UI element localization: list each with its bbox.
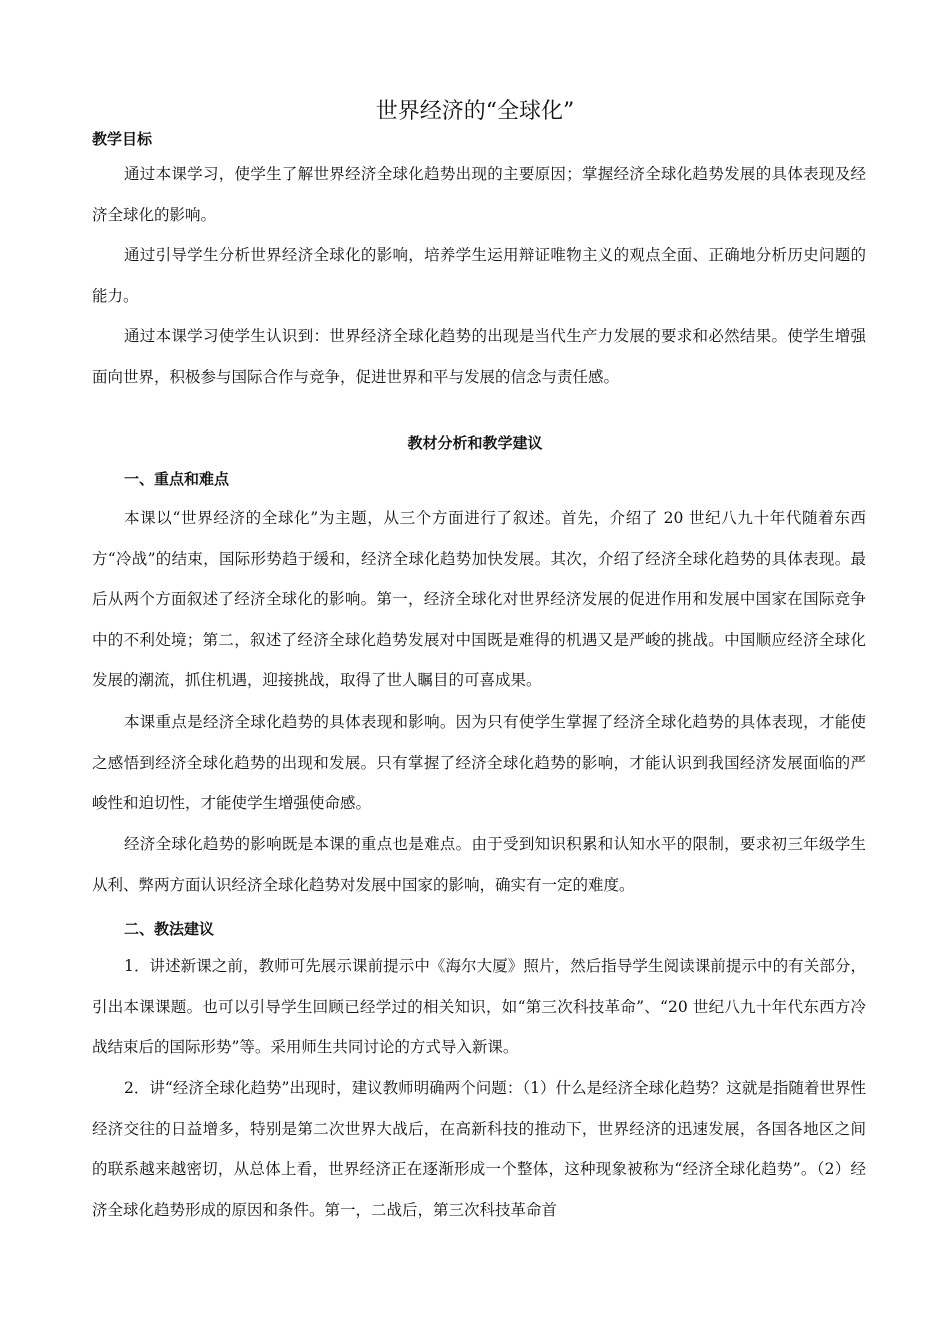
section2-paragraph-2: 2．讲“经济全球化趋势”出现时，建议教师明确两个问题：（1）什么是经济全球化趋势？这就是指随着世界性经济交往的日益增多，特别是第二次世界大战后，在高新科技的推动下，世界经济的迅速发展，各国各地区之间的联系越来越密切，从总体上看，世界经济正在逐渐形成一个整体，这种现象被称为“经济全球化趋势”。（2）经济全球化趋势形成的原因和条件。第一，二战后，第三次科技革命首	[92, 1079, 866, 1219]
section1-heading: 一、重点和难点	[124, 470, 230, 488]
objective-paragraph-1: 通过本课学习，使学生了解世界经济全球化趋势出现的主要原因；掌握经济全球化趋势发展的具体表现及经济全球化的影响。	[92, 165, 866, 224]
section2-paragraph-1: 1．讲述新课之前，教师可先展示课前提示中《海尔大厦》照片，然后指导学生阅读课前提示中的有关部分，引出本课课题。也可以引导学生回顾已经学过的相关知识，如“第三次科技革命”、“20 世纪八九十年代东西方冷战结束后的国际形势”等。采用师生共同讨论的方式导入新课。	[92, 957, 866, 1056]
section1-paragraph-1: 本课以“世界经济的全球化”为主题，从三个方面进行了叙述。首先，介绍了 20 世纪八九十年代随着东西方“冷战”的结束，国际形势趋于缓和，经济全球化趋势加快发展。其次，介绍了经济全球化趋势的具体表现。最后从两个方面叙述了经济全球化的影响。第一，经济全球化对世界经济发展的促进作用和发展中国家在国际竞争中的不利处境；第二，叙述了经济全球化趋势发展对中国既是难得的机遇又是严峻的挑战。中国顺应经济全球化发展的潮流，抓住机遇，迎接挑战，取得了世人瞩目的可喜成果。	[92, 509, 866, 689]
section2-heading: 二、教法建议	[124, 920, 215, 938]
section1-paragraph-3: 经济全球化趋势的影响既是本课的重点也是难点。由于受到知识积累和认知水平的限制，要求初三年级学生从利、弊两方面认识经济全球化趋势对发展中国家的影响，确实有一定的难度。	[92, 835, 866, 894]
objective-paragraph-3: 通过本课学习使学生认识到：世界经济全球化趋势的出现是当代生产力发展的要求和必然结果。使学生增强面向世界，积极参与国际合作与竞争，促进世界和平与发展的信念与责任感。	[92, 327, 866, 386]
objectives-heading: 教学目标	[92, 130, 153, 148]
analysis-heading: 教材分析和教学建议	[407, 434, 543, 452]
section1-paragraph-2: 本课重点是经济全球化趋势的具体表现和影响。因为只有使学生掌握了经济全球化趋势的具体表现，才能使之感悟到经济全球化趋势的出现和发展。只有掌握了经济全球化趋势的影响，才能认识到我国经济发展面临的严峻性和迫切性，才能使学生增强使命感。	[92, 713, 866, 812]
objective-paragraph-2: 通过引导学生分析世界经济全球化的影响，培养学生运用辩证唯物主义的观点全面、正确地分析历史问题的能力。	[92, 246, 866, 305]
document-title: 世界经济的“全球化”	[375, 99, 575, 124]
